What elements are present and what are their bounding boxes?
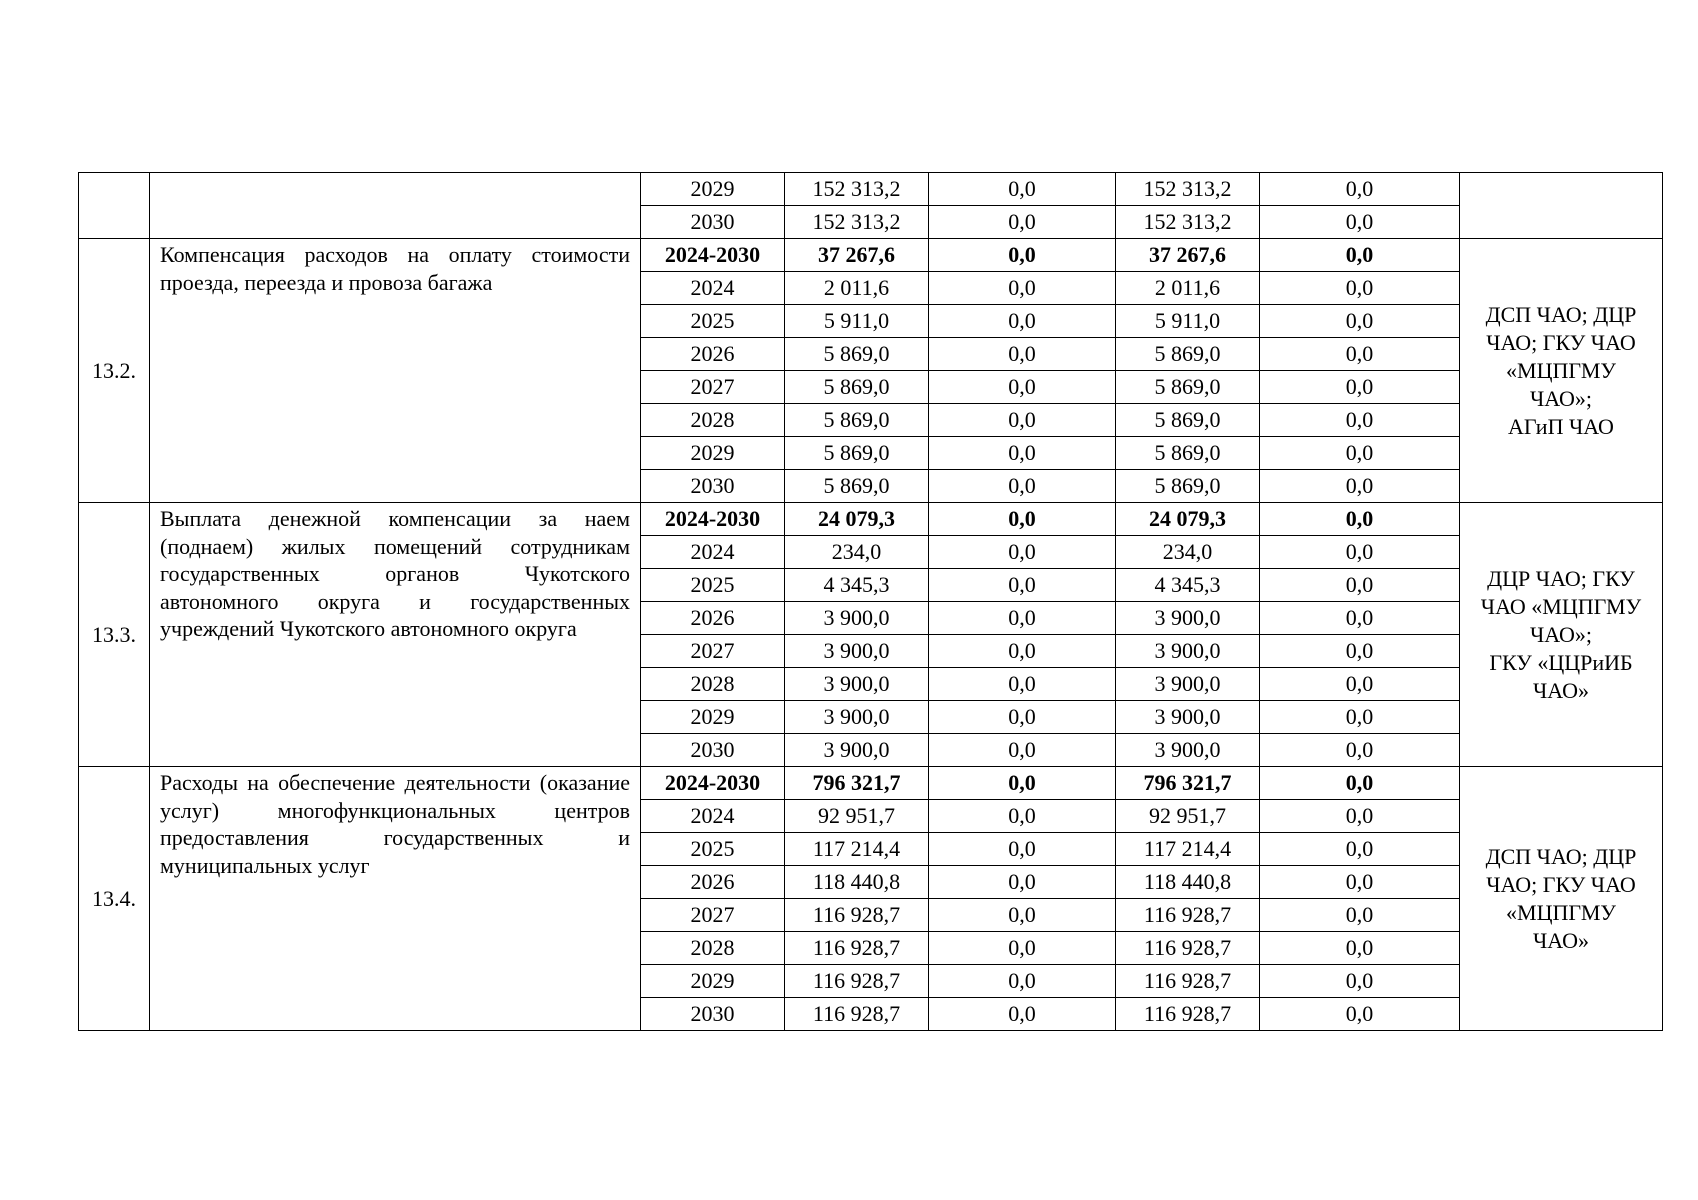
item-description [150, 173, 641, 239]
period-cell: 2024-2030 [641, 503, 785, 536]
total-cell: 5 869,0 [785, 338, 929, 371]
district-budget-cell: 796 321,7 [1116, 767, 1260, 800]
period-cell: 2025 [641, 305, 785, 338]
district-budget-cell: 24 079,3 [1116, 503, 1260, 536]
federal-budget-cell: 0,0 [929, 701, 1116, 734]
table-row-total [79, 767, 1663, 800]
district-budget-cell: 3 900,0 [1116, 635, 1260, 668]
period-cell: 2028 [641, 668, 785, 701]
total-cell: 152 313,2 [785, 206, 929, 239]
other-sources-cell: 0,0 [1260, 536, 1460, 569]
total-cell: 796 321,7 [785, 767, 929, 800]
total-cell: 2 011,6 [785, 272, 929, 305]
district-budget-cell: 5 911,0 [1116, 305, 1260, 338]
total-cell: 3 900,0 [785, 635, 929, 668]
executor-cell [1460, 503, 1663, 767]
other-sources-cell: 0,0 [1260, 503, 1460, 536]
total-cell: 116 928,7 [785, 899, 929, 932]
other-sources-cell: 0,0 [1260, 206, 1460, 239]
federal-budget-cell: 0,0 [929, 272, 1116, 305]
total-cell: 3 900,0 [785, 701, 929, 734]
federal-budget-cell: 0,0 [929, 338, 1116, 371]
total-cell: 116 928,7 [785, 998, 929, 1031]
period-cell: 2030 [641, 206, 785, 239]
total-cell: 5 911,0 [785, 305, 929, 338]
executor-line: ЧАО; ГКУ ЧАО [1486, 871, 1636, 897]
item-number: 13.2. [79, 239, 150, 503]
federal-budget-cell: 0,0 [929, 668, 1116, 701]
total-cell: 24 079,3 [785, 503, 929, 536]
period-cell: 2024-2030 [641, 239, 785, 272]
federal-budget-cell: 0,0 [929, 965, 1116, 998]
other-sources-cell: 0,0 [1260, 404, 1460, 437]
executor-line: ГКУ «ЦЦРиИБ [1489, 649, 1633, 675]
other-sources-cell: 0,0 [1260, 272, 1460, 305]
period-cell: 2030 [641, 734, 785, 767]
total-cell: 5 869,0 [785, 404, 929, 437]
other-sources-cell: 0,0 [1260, 668, 1460, 701]
other-sources-cell: 0,0 [1260, 767, 1460, 800]
table-row [79, 173, 1663, 206]
executor-cell [1460, 239, 1663, 503]
executor-line: ЧАО; ГКУ ЧАО [1486, 329, 1636, 355]
federal-budget-cell: 0,0 [929, 866, 1116, 899]
period-cell: 2026 [641, 866, 785, 899]
executor-line: «МЦПГМУ [1506, 899, 1616, 925]
other-sources-cell: 0,0 [1260, 701, 1460, 734]
executor-line: ЧАО»; [1529, 385, 1593, 411]
item-description-text: Компенсация расходов на оплату стоимости проезда, переезда и провоза багажа [160, 242, 630, 295]
other-sources-cell: 0,0 [1260, 635, 1460, 668]
federal-budget-cell: 0,0 [929, 833, 1116, 866]
other-sources-cell: 0,0 [1260, 602, 1460, 635]
federal-budget-cell: 0,0 [929, 371, 1116, 404]
total-cell: 118 440,8 [785, 866, 929, 899]
district-budget-cell: 5 869,0 [1116, 371, 1260, 404]
federal-budget-cell: 0,0 [929, 734, 1116, 767]
executor-line: ЧАО «МЦПГМУ [1480, 593, 1642, 619]
other-sources-cell: 0,0 [1260, 833, 1460, 866]
district-budget-cell: 3 900,0 [1116, 734, 1260, 767]
executor-line: ДЦР ЧАО; ГКУ [1487, 565, 1635, 591]
total-cell: 3 900,0 [785, 602, 929, 635]
federal-budget-cell: 0,0 [929, 470, 1116, 503]
total-cell: 5 869,0 [785, 371, 929, 404]
total-cell: 117 214,4 [785, 833, 929, 866]
federal-budget-cell: 0,0 [929, 173, 1116, 206]
total-cell: 116 928,7 [785, 965, 929, 998]
other-sources-cell: 0,0 [1260, 965, 1460, 998]
total-cell: 5 869,0 [785, 437, 929, 470]
federal-budget-cell: 0,0 [929, 305, 1116, 338]
district-budget-cell: 116 928,7 [1116, 899, 1260, 932]
federal-budget-cell: 0,0 [929, 899, 1116, 932]
district-budget-cell: 3 900,0 [1116, 602, 1260, 635]
federal-budget-cell: 0,0 [929, 635, 1116, 668]
other-sources-cell: 0,0 [1260, 800, 1460, 833]
executor-line: ЧАО» [1533, 927, 1589, 953]
executor-cell [1460, 173, 1663, 239]
federal-budget-cell: 0,0 [929, 569, 1116, 602]
period-cell: 2025 [641, 569, 785, 602]
item-description [150, 239, 641, 503]
federal-budget-cell: 0,0 [929, 437, 1116, 470]
total-cell: 152 313,2 [785, 173, 929, 206]
district-budget-cell: 116 928,7 [1116, 965, 1260, 998]
district-budget-cell: 2 011,6 [1116, 272, 1260, 305]
item-number [79, 173, 150, 239]
item-number: 13.3. [79, 503, 150, 767]
total-cell: 5 869,0 [785, 470, 929, 503]
executor-line: «МЦПГМУ [1506, 357, 1616, 383]
period-cell: 2024 [641, 800, 785, 833]
district-budget-cell: 5 869,0 [1116, 437, 1260, 470]
district-budget-cell: 234,0 [1116, 536, 1260, 569]
period-cell: 2026 [641, 602, 785, 635]
federal-budget-cell: 0,0 [929, 503, 1116, 536]
executor-line: ДСП ЧАО; ДЦР [1485, 843, 1637, 869]
district-budget-cell: 117 214,4 [1116, 833, 1260, 866]
federal-budget-cell: 0,0 [929, 404, 1116, 437]
total-cell: 234,0 [785, 536, 929, 569]
district-budget-cell: 152 313,2 [1116, 173, 1260, 206]
district-budget-cell: 37 267,6 [1116, 239, 1260, 272]
district-budget-cell: 152 313,2 [1116, 206, 1260, 239]
period-cell: 2030 [641, 470, 785, 503]
period-cell: 2029 [641, 437, 785, 470]
other-sources-cell: 0,0 [1260, 371, 1460, 404]
executor-line: АГиП ЧАО [1508, 413, 1614, 439]
period-cell: 2030 [641, 998, 785, 1031]
item-number: 13.4. [79, 767, 150, 1031]
district-budget-cell: 3 900,0 [1116, 668, 1260, 701]
period-cell: 2028 [641, 932, 785, 965]
total-cell: 92 951,7 [785, 800, 929, 833]
other-sources-cell: 0,0 [1260, 239, 1460, 272]
table-body [79, 173, 1663, 1031]
period-cell: 2027 [641, 899, 785, 932]
other-sources-cell: 0,0 [1260, 173, 1460, 206]
district-budget-cell: 4 345,3 [1116, 569, 1260, 602]
period-cell: 2025 [641, 833, 785, 866]
period-cell: 2028 [641, 404, 785, 437]
other-sources-cell: 0,0 [1260, 437, 1460, 470]
district-budget-cell: 5 869,0 [1116, 338, 1260, 371]
total-cell: 116 928,7 [785, 932, 929, 965]
federal-budget-cell: 0,0 [929, 239, 1116, 272]
district-budget-cell: 116 928,7 [1116, 998, 1260, 1031]
period-cell: 2027 [641, 371, 785, 404]
federal-budget-cell: 0,0 [929, 998, 1116, 1031]
district-budget-cell: 116 928,7 [1116, 932, 1260, 965]
federal-budget-cell: 0,0 [929, 206, 1116, 239]
district-budget-cell: 92 951,7 [1116, 800, 1260, 833]
other-sources-cell: 0,0 [1260, 899, 1460, 932]
federal-budget-cell: 0,0 [929, 932, 1116, 965]
total-cell: 3 900,0 [785, 734, 929, 767]
other-sources-cell: 0,0 [1260, 470, 1460, 503]
other-sources-cell: 0,0 [1260, 932, 1460, 965]
other-sources-cell: 0,0 [1260, 569, 1460, 602]
other-sources-cell: 0,0 [1260, 998, 1460, 1031]
total-cell: 3 900,0 [785, 668, 929, 701]
other-sources-cell: 0,0 [1260, 734, 1460, 767]
period-cell: 2024-2030 [641, 767, 785, 800]
executor-line: ЧАО»; [1529, 621, 1593, 647]
period-cell: 2029 [641, 701, 785, 734]
period-cell: 2029 [641, 965, 785, 998]
item-description [150, 503, 641, 767]
district-budget-cell: 118 440,8 [1116, 866, 1260, 899]
financing-table [78, 172, 1663, 1031]
table-row-total [79, 503, 1663, 536]
federal-budget-cell: 0,0 [929, 800, 1116, 833]
federal-budget-cell: 0,0 [929, 602, 1116, 635]
item-description-text: Выплата денежной компенсации за наем (поднаем) жилых помещений сотрудникам государственных органов Чукотского автономного округа и государственных учреждений Чукотского автономного округа [160, 506, 630, 641]
executor-line: ДСП ЧАО; ДЦР [1485, 301, 1637, 327]
period-cell: 2029 [641, 173, 785, 206]
period-cell: 2024 [641, 272, 785, 305]
total-cell: 4 345,3 [785, 569, 929, 602]
federal-budget-cell: 0,0 [929, 536, 1116, 569]
executor-line: ЧАО» [1533, 677, 1589, 703]
item-description [150, 767, 641, 1031]
item-description-text: Расходы на обеспечение деятельности (оказание услуг) многофункциональных центров предоставления государственных и муниципальных услуг [160, 770, 630, 878]
federal-budget-cell: 0,0 [929, 767, 1116, 800]
table-row-total [79, 239, 1663, 272]
other-sources-cell: 0,0 [1260, 338, 1460, 371]
other-sources-cell: 0,0 [1260, 866, 1460, 899]
total-cell: 37 267,6 [785, 239, 929, 272]
period-cell: 2027 [641, 635, 785, 668]
executor-cell [1460, 767, 1663, 1031]
district-budget-cell: 3 900,0 [1116, 701, 1260, 734]
period-cell: 2024 [641, 536, 785, 569]
period-cell: 2026 [641, 338, 785, 371]
other-sources-cell: 0,0 [1260, 305, 1460, 338]
district-budget-cell: 5 869,0 [1116, 404, 1260, 437]
district-budget-cell: 5 869,0 [1116, 470, 1260, 503]
